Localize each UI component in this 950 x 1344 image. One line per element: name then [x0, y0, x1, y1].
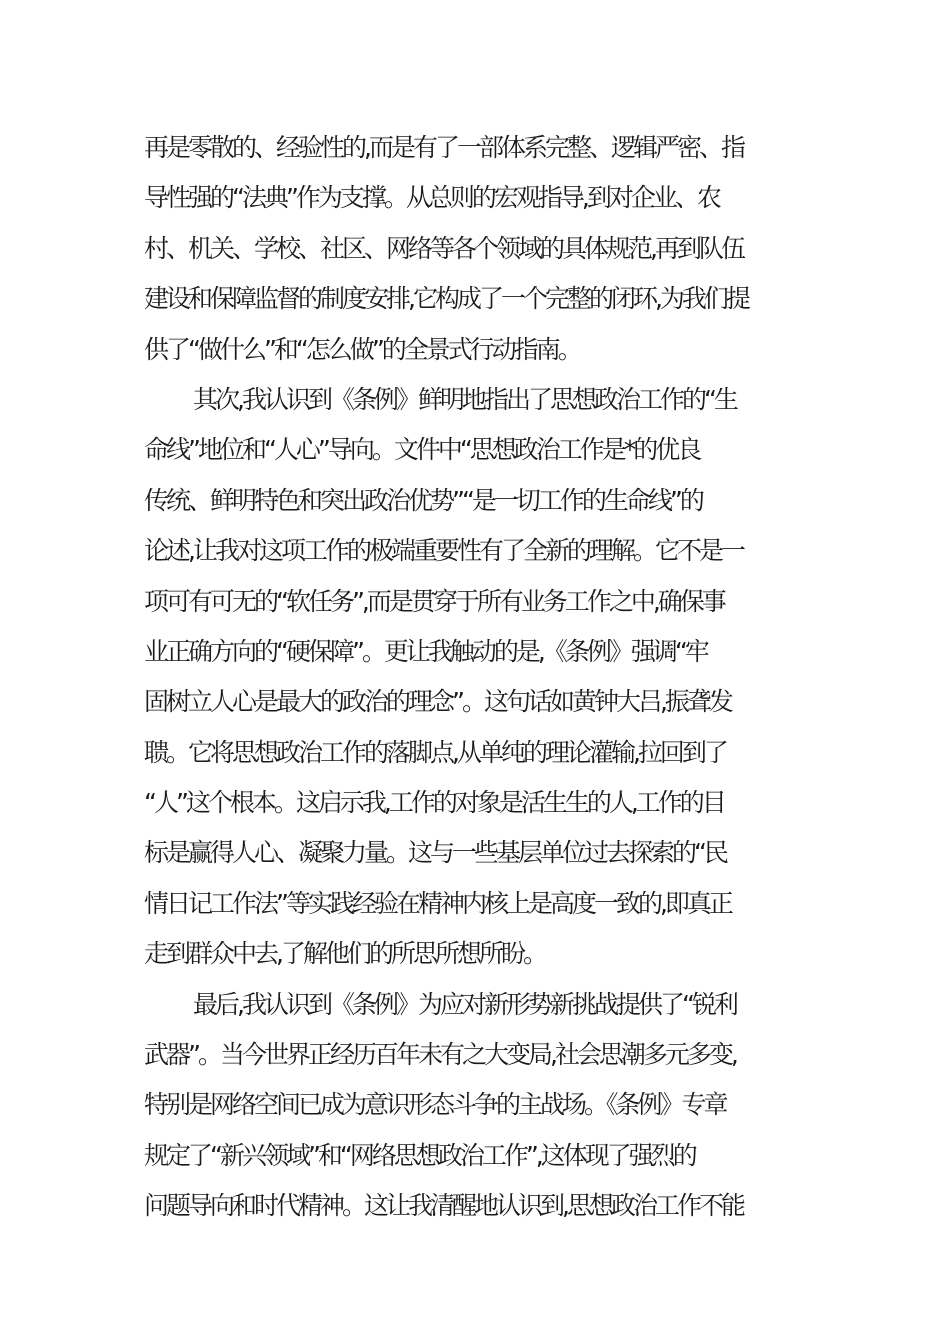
text-line: 规定了“新兴领域”和“网络思想政治工作”,这体现了强烈的: [144, 1140, 695, 1170]
text-line: 论述,让我对这项工作的极端重要性有了全新的理解。它不是一: [144, 536, 743, 566]
text-line: 固树立人心是最大的政治的理念”。这句话如黄钟大吕,振聋发: [144, 687, 731, 717]
text-line: 问题导向和时代精神。这让我清醒地认识到,思想政治工作不能: [144, 1191, 743, 1221]
text-line: 聩。它将思想政治工作的落脚点,从单纯的理论灌输,拉回到了: [144, 737, 726, 767]
text-line: 供了“做什么”和“怎么做”的全景式行动指南。: [144, 334, 580, 364]
text-line: “人”这个根本。这启示我,工作的对象是活生生的人,工作的目: [144, 788, 724, 818]
text-line: 业正确方向的“硬保障”。更让我触动的是,《条例》强调“牢: [144, 636, 707, 666]
text-line: 村、机关、学校、社区、网络等各个领域的具体规范,再到队伍: [144, 233, 743, 263]
paragraph-first-line: 最后,我认识到《条例》为应对新形势新挑战提供了“锐利: [193, 989, 736, 1019]
text-line: 走到群众中去,了解他们的所思所想所盼。: [144, 939, 545, 969]
paragraph-first-line: 其次,我认识到《条例》鲜明地指出了思想政治工作的“生: [193, 384, 736, 414]
text-line: 武器”。当今世界正经历百年未有之大变局,社会思潮多元多变,: [144, 1040, 736, 1070]
text-line: 命线”地位和“人心”导向。文件中“思想政治工作是*的优良: [144, 435, 700, 465]
text-line: 再是零散的、经验性的,而是有了一部体系完整、逻辑严密、指: [144, 133, 743, 162]
text-line: 导性强的“法典”作为支撑。从总则的宏观指导,到对企业、农: [144, 183, 719, 213]
text-line: 标是赢得人心、凝聚力量。这与一些基层单位过去探索的“民: [144, 838, 726, 868]
text-line: 情日记工作法”等实践经验在精神内核上是高度一致的,即真正: [144, 888, 731, 918]
text-line: 特别是网络空间已成为意识形态斗争的主战场。《条例》专章: [144, 1090, 726, 1120]
text-line: 传统、鲜明特色和突出政治优势”“是一切工作的生命线”的: [144, 485, 702, 515]
text-line: 项可有可无的“软任务”,而是贯穿于所有业务工作之中,确保事: [144, 586, 724, 616]
text-line: 建设和保障监督的制度安排,它构成了一个完整的闭环,为我们提: [144, 284, 748, 314]
